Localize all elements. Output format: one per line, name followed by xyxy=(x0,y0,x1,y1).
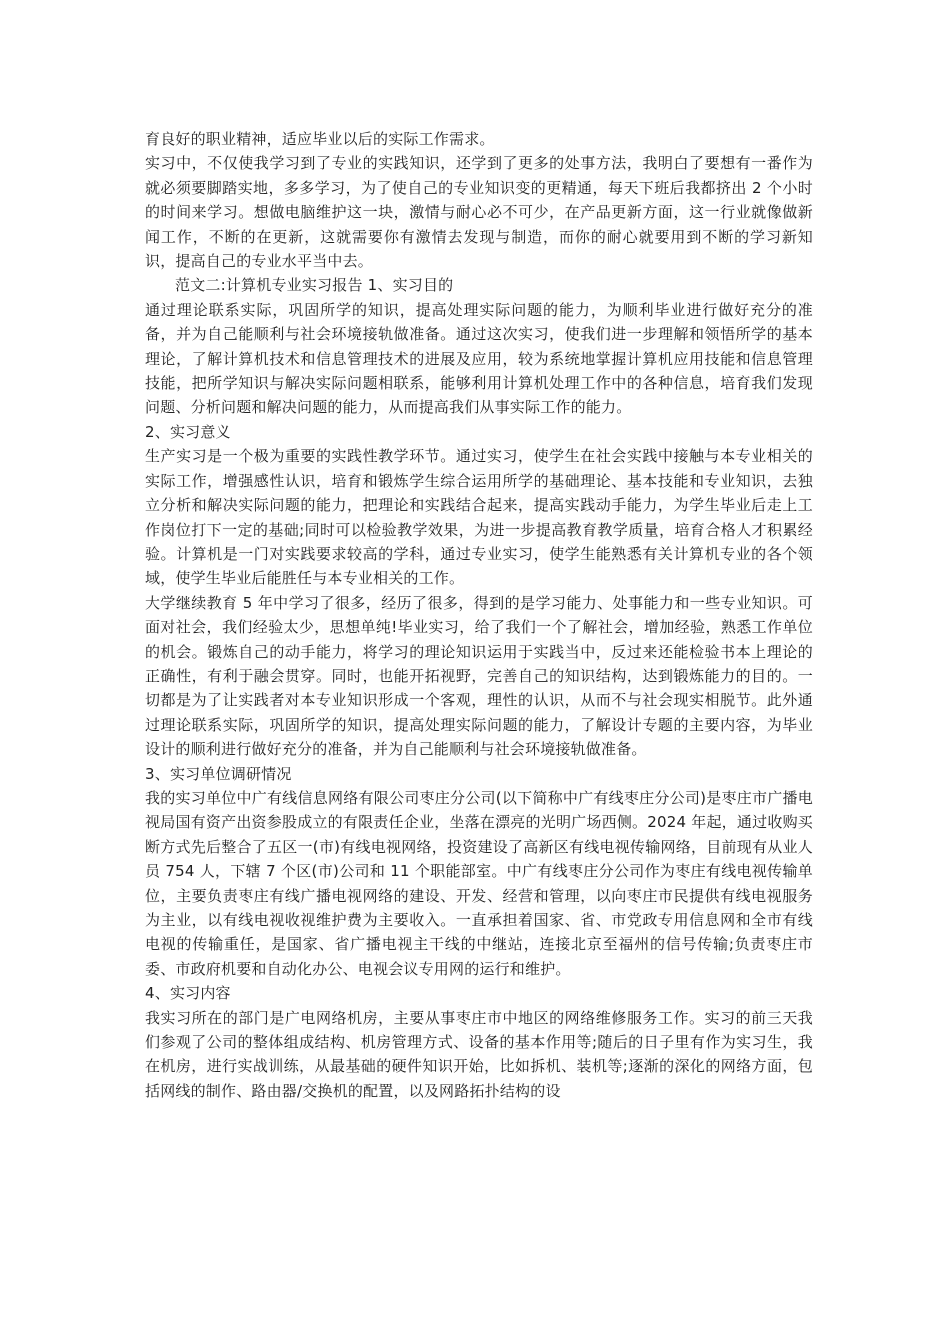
paragraph-career-spirit: 育良好的职业精神，适应毕业以后的实际工作需求。 xyxy=(145,130,495,148)
section-title-sample-two: 范文二:计算机专业实习报告 1、实习目的 xyxy=(175,276,454,295)
paragraph-internship-content: 我实习所在的部门是广电网络机房，主要从事枣庄市中地区的网络维修服务工作。实习的前三天我们参观了公司的整体组成结构、机房管理方式、设备的基本作用等;随后的日子里有作为实习生，我在机房，进行实战训练，从最基础的硬件知识开始，比如拆机、装机等;逐渐的深化的网络方面，包括网线的制作、路由器/交换机的配置，以及网路拓扑结构的设 xyxy=(145,1008,813,1100)
paragraph-internship-purpose: 通过理论联系实际，巩固所学的知识，提高处理实际问题的能力，为顺利毕业进行做好充分的准备，并为自己能顺利与社会环境接轨做准备。通过这次实习，使我们进一步理解和领悟所学的基本理论，了解计算机技术和信息管理技术的进展及应用，较为系统地掌握计算机应用技能和信息管理技能，把所学知识与解决实际问题相联系，能够利用计算机处理工作中的各种信息，培育我们发现问题、分析问题和解决问题的能力，从而提高我们从事实际工作的能力。 xyxy=(145,300,813,417)
heading-internship-content: 4、实习内容 xyxy=(145,984,231,1003)
heading-unit-research: 3、实习单位调研情况 xyxy=(145,764,292,783)
document-body xyxy=(145,127,813,1103)
heading-internship-significance: 2、实习意义 xyxy=(145,422,231,441)
paragraph-production-internship: 生产实习是一个极为重要的实践性教学环节。通过实习，使学生在社会实践中接触与本专业相关的实际工作，增强感性认识，培育和锻炼学生综合运用所学的基础理论、基本技能和专业知识，去独立分析和解决实际问题的能力，把理论和实践结合起来，提高实践动手能力，为学生毕业后走上工作岗位打下一定的基础;同时可以检验教学效果，为进一步提高教育教学质量，培育合格人才积累经验。计算机是一门对实践要求较高的学科，通过专业实习，使学生能熟悉有关计算机专业的各个领域，使学生毕业后能胜任与本专业相关的工作。 xyxy=(145,447,813,588)
paragraph-continuing-education: 大学继续教育 5 年中学习了很多，经历了很多，得到的是学习能力、处事能力和一些专业知识。可面对社会，我们经验太少，思想单纯!毕业实习，给了我们一个了解社会，增加经验，熟悉工作单位的机会。锻炼自己的动手能力，将学习的理论知识运用于实践当中，反过来还能检验书本上理论的正确性，有利于融会贯穿。同时，也能开拓视野，完善自己的知识结构，达到锻炼能力的目的。一切都是为了让实践者对本专业知识形成一个客观，理性的认识，从而不与社会现实相脱节。此外通过理论联系实际，巩固所学的知识，提高处理实际问题的能力，了解设计专题的主要内容，为毕业设计的顺利进行做好充分的准备，并为自己能顺利与社会环境接轨做准备。 xyxy=(145,593,813,759)
paragraph-internship-learning: 实习中，不仅使我学习到了专业的实践知识，还学到了更多的处事方法，我明白了要想有一番作为就必须要脚踏实地，多多学习，为了使自己的专业知识变的更精通，每天下班后我都挤出 2 个小时的时间来学习。想做电脑维护这一块，激情与耐心必不可少，在产品更新方面，这一行业就像做新闻工作，不断的在更新，这就需要你有激情去发现与制造，而你的耐心就要用到不断的学习新知识，提高自己的专业水平当中去。 xyxy=(145,154,813,271)
paragraph-unit-description: 我的实习单位中广有线信息网络有限公司枣庄分公司(以下简称中广有线枣庄分公司)是枣庄市广播电视局国有资产出资参股成立的有限责任企业，坐落在漂亮的光明广场西侧。2024 年起，通过收购买断方式先后整合了五区一(市)有线电视网络，投资建设了高新区有线电视传输网络，目前现有从业人员 754 人，下辖 7 个区(市)公司和 11 个职能部室。中广有线枣庄分公司作为枣庄有线电视传输单位，主要负责枣庄有线广播电视网络的建设、开发、经营和管理，以向枣庄市民提供有线电视服务为主业，以有线电视收视维护费为主要收入。一直承担着国家、省、市党政专用信息网和全市有线电视的传输重任，是国家、省广播电视主干线的中继站，连接北京至福州的信号传输;负责枣庄市委、市政府机要和自动化办公、电视会议专用网的运行和维护。 xyxy=(145,788,813,978)
